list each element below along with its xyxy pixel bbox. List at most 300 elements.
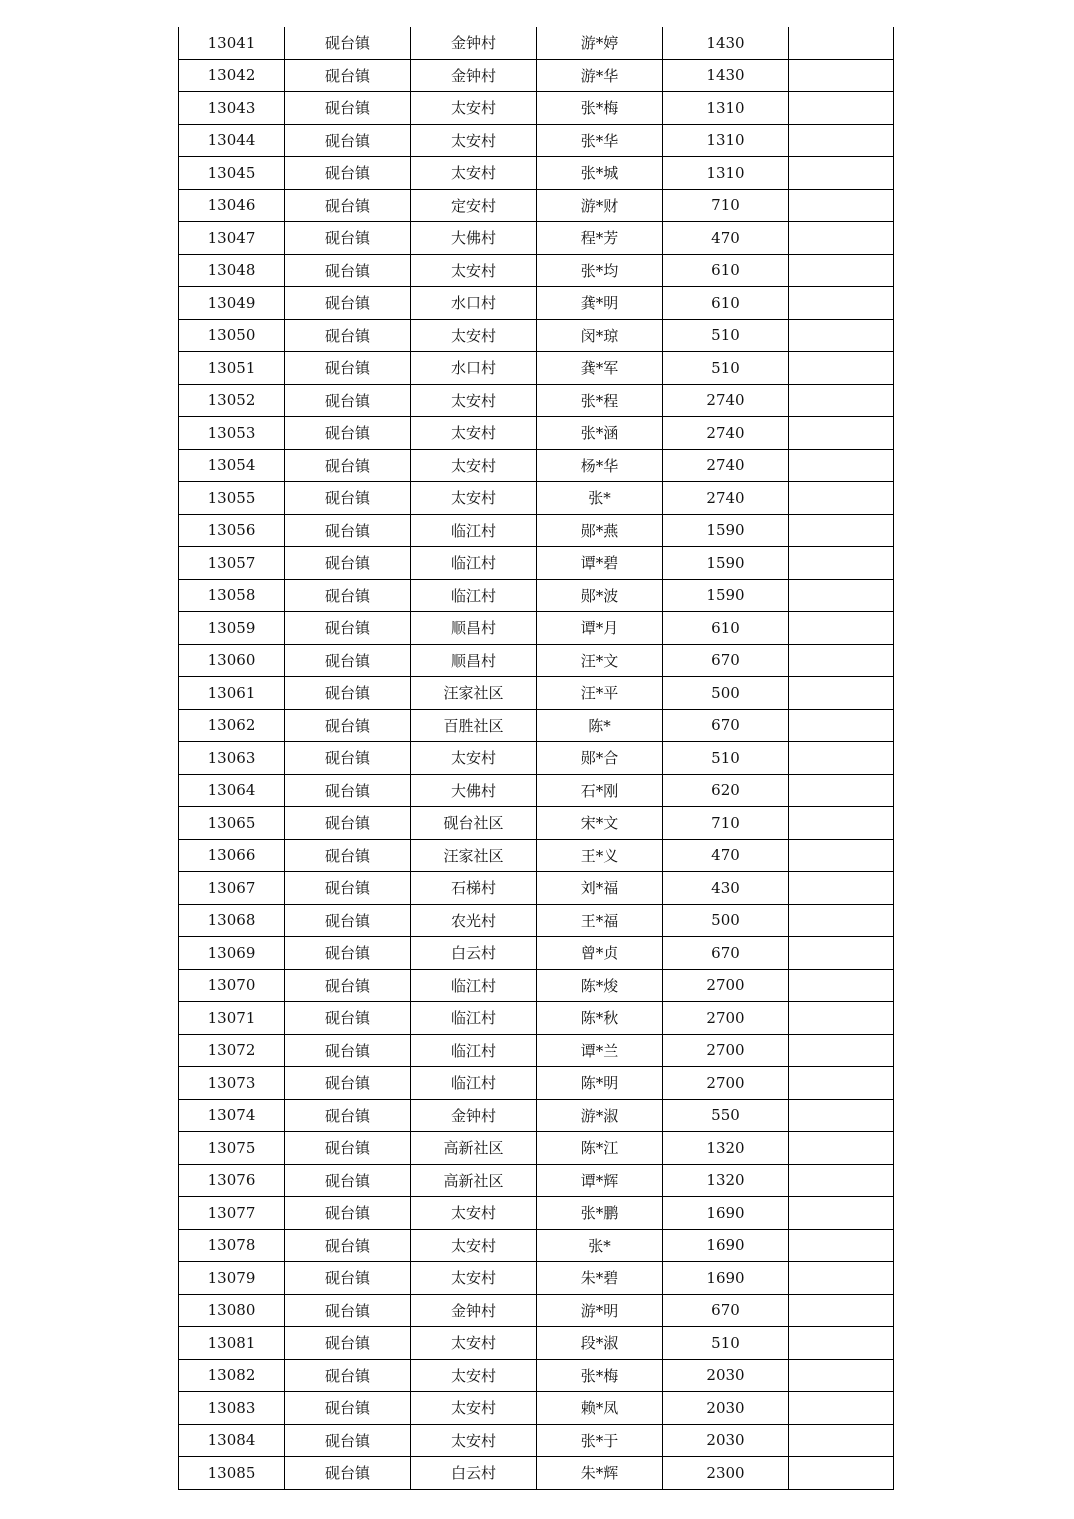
row-number-cell: 13046 bbox=[179, 189, 285, 222]
name-cell: 杨*华 bbox=[537, 449, 663, 482]
name-cell: 谭*辉 bbox=[537, 1164, 663, 1197]
town-cell: 砚台镇 bbox=[285, 1359, 411, 1392]
remark-cell bbox=[789, 1034, 894, 1067]
row-number-cell: 13047 bbox=[179, 222, 285, 255]
name-cell: 汪*平 bbox=[537, 677, 663, 710]
row-number-cell: 13085 bbox=[179, 1457, 285, 1490]
remark-cell bbox=[789, 644, 894, 677]
row-number-cell: 13068 bbox=[179, 904, 285, 937]
remark-cell bbox=[789, 92, 894, 125]
row-number-cell: 13077 bbox=[179, 1197, 285, 1230]
town-cell: 砚台镇 bbox=[285, 1392, 411, 1425]
town-cell: 砚台镇 bbox=[285, 417, 411, 450]
village-cell: 太安村 bbox=[411, 1197, 537, 1230]
village-cell: 临江村 bbox=[411, 1034, 537, 1067]
amount-cell: 1310 bbox=[663, 124, 789, 157]
town-cell: 砚台镇 bbox=[285, 1067, 411, 1100]
village-cell: 太安村 bbox=[411, 1392, 537, 1425]
remark-cell bbox=[789, 1164, 894, 1197]
name-cell: 闵*琼 bbox=[537, 319, 663, 352]
table-row bbox=[179, 59, 894, 92]
name-cell: 游*华 bbox=[537, 59, 663, 92]
table-row bbox=[179, 319, 894, 352]
village-cell: 砚台社区 bbox=[411, 807, 537, 840]
amount-cell: 2740 bbox=[663, 417, 789, 450]
village-cell: 农光村 bbox=[411, 904, 537, 937]
town-cell: 砚台镇 bbox=[285, 287, 411, 320]
name-cell: 游*明 bbox=[537, 1294, 663, 1327]
amount-cell: 510 bbox=[663, 352, 789, 385]
village-cell: 金钟村 bbox=[411, 59, 537, 92]
row-number-cell: 13070 bbox=[179, 969, 285, 1002]
table-row bbox=[179, 1327, 894, 1360]
village-cell: 高新社区 bbox=[411, 1164, 537, 1197]
name-cell: 陈*秋 bbox=[537, 1002, 663, 1035]
town-cell: 砚台镇 bbox=[285, 742, 411, 775]
town-cell: 砚台镇 bbox=[285, 514, 411, 547]
amount-cell: 610 bbox=[663, 612, 789, 645]
table-row bbox=[179, 222, 894, 255]
town-cell: 砚台镇 bbox=[285, 612, 411, 645]
remark-cell bbox=[789, 1392, 894, 1425]
name-cell: 张* bbox=[537, 482, 663, 515]
remark-cell bbox=[789, 254, 894, 287]
table-row bbox=[179, 969, 894, 1002]
table-row bbox=[179, 807, 894, 840]
remark-cell bbox=[789, 449, 894, 482]
remark-cell bbox=[789, 27, 894, 59]
amount-cell: 710 bbox=[663, 189, 789, 222]
village-cell: 汪家社区 bbox=[411, 677, 537, 710]
amount-cell: 470 bbox=[663, 222, 789, 255]
table-row bbox=[179, 417, 894, 450]
village-cell: 太安村 bbox=[411, 449, 537, 482]
remark-cell bbox=[789, 384, 894, 417]
remark-cell bbox=[789, 612, 894, 645]
village-cell: 太安村 bbox=[411, 1262, 537, 1295]
row-number-cell: 13049 bbox=[179, 287, 285, 320]
table-row bbox=[179, 189, 894, 222]
town-cell: 砚台镇 bbox=[285, 807, 411, 840]
row-number-cell: 13071 bbox=[179, 1002, 285, 1035]
table-row bbox=[179, 1229, 894, 1262]
town-cell: 砚台镇 bbox=[285, 189, 411, 222]
row-number-cell: 13075 bbox=[179, 1132, 285, 1165]
town-cell: 砚台镇 bbox=[285, 319, 411, 352]
remark-cell bbox=[789, 969, 894, 1002]
table-row bbox=[179, 1034, 894, 1067]
town-cell: 砚台镇 bbox=[285, 59, 411, 92]
remark-cell bbox=[789, 872, 894, 905]
village-cell: 太安村 bbox=[411, 1359, 537, 1392]
table-row bbox=[179, 774, 894, 807]
row-number-cell: 13060 bbox=[179, 644, 285, 677]
name-cell: 郧*波 bbox=[537, 579, 663, 612]
village-cell: 太安村 bbox=[411, 1424, 537, 1457]
name-cell: 张*均 bbox=[537, 254, 663, 287]
name-cell: 王*义 bbox=[537, 839, 663, 872]
remark-cell bbox=[789, 937, 894, 970]
village-cell: 太安村 bbox=[411, 92, 537, 125]
town-cell: 砚台镇 bbox=[285, 1099, 411, 1132]
name-cell: 张*鹏 bbox=[537, 1197, 663, 1230]
amount-cell: 2740 bbox=[663, 449, 789, 482]
row-number-cell: 13082 bbox=[179, 1359, 285, 1392]
town-cell: 砚台镇 bbox=[285, 1424, 411, 1457]
row-number-cell: 13084 bbox=[179, 1424, 285, 1457]
table-row bbox=[179, 514, 894, 547]
amount-cell: 430 bbox=[663, 872, 789, 905]
table-row bbox=[179, 742, 894, 775]
table-row bbox=[179, 124, 894, 157]
row-number-cell: 13063 bbox=[179, 742, 285, 775]
town-cell: 砚台镇 bbox=[285, 384, 411, 417]
amount-cell: 2030 bbox=[663, 1359, 789, 1392]
row-number-cell: 13058 bbox=[179, 579, 285, 612]
row-number-cell: 13066 bbox=[179, 839, 285, 872]
row-number-cell: 13081 bbox=[179, 1327, 285, 1360]
amount-cell: 670 bbox=[663, 1294, 789, 1327]
amount-cell: 1690 bbox=[663, 1229, 789, 1262]
town-cell: 砚台镇 bbox=[285, 937, 411, 970]
name-cell: 陈*焌 bbox=[537, 969, 663, 1002]
name-cell: 石*刚 bbox=[537, 774, 663, 807]
table-row bbox=[179, 1164, 894, 1197]
name-cell: 汪*文 bbox=[537, 644, 663, 677]
village-cell: 临江村 bbox=[411, 969, 537, 1002]
remark-cell bbox=[789, 222, 894, 255]
amount-cell: 1320 bbox=[663, 1164, 789, 1197]
name-cell: 张*于 bbox=[537, 1424, 663, 1457]
remark-cell bbox=[789, 352, 894, 385]
amount-cell: 2700 bbox=[663, 1034, 789, 1067]
row-number-cell: 13044 bbox=[179, 124, 285, 157]
name-cell: 曾*贞 bbox=[537, 937, 663, 970]
town-cell: 砚台镇 bbox=[285, 124, 411, 157]
name-cell: 刘*福 bbox=[537, 872, 663, 905]
town-cell: 砚台镇 bbox=[285, 1294, 411, 1327]
amount-cell: 500 bbox=[663, 904, 789, 937]
name-cell: 游*财 bbox=[537, 189, 663, 222]
amount-cell: 2030 bbox=[663, 1392, 789, 1425]
remark-cell bbox=[789, 1197, 894, 1230]
village-cell: 临江村 bbox=[411, 1067, 537, 1100]
row-number-cell: 13074 bbox=[179, 1099, 285, 1132]
table-row bbox=[179, 1002, 894, 1035]
village-cell: 百胜社区 bbox=[411, 709, 537, 742]
table-row bbox=[179, 1424, 894, 1457]
name-cell: 陈*江 bbox=[537, 1132, 663, 1165]
village-cell: 太安村 bbox=[411, 1327, 537, 1360]
remark-cell bbox=[789, 774, 894, 807]
town-cell: 砚台镇 bbox=[285, 254, 411, 287]
table-body bbox=[179, 27, 894, 1489]
village-cell: 白云村 bbox=[411, 937, 537, 970]
name-cell: 赖*凤 bbox=[537, 1392, 663, 1425]
remark-cell bbox=[789, 742, 894, 775]
village-cell: 太安村 bbox=[411, 124, 537, 157]
village-cell: 石梯村 bbox=[411, 872, 537, 905]
row-number-cell: 13079 bbox=[179, 1262, 285, 1295]
amount-cell: 510 bbox=[663, 742, 789, 775]
name-cell: 谭*碧 bbox=[537, 547, 663, 580]
table-row bbox=[179, 677, 894, 710]
row-number-cell: 13048 bbox=[179, 254, 285, 287]
table-row bbox=[179, 157, 894, 190]
name-cell: 程*芳 bbox=[537, 222, 663, 255]
table-row bbox=[179, 1132, 894, 1165]
table-row bbox=[179, 1099, 894, 1132]
village-cell: 临江村 bbox=[411, 514, 537, 547]
row-number-cell: 13078 bbox=[179, 1229, 285, 1262]
village-cell: 白云村 bbox=[411, 1457, 537, 1490]
remark-cell bbox=[789, 547, 894, 580]
amount-cell: 1320 bbox=[663, 1132, 789, 1165]
amount-cell: 2740 bbox=[663, 384, 789, 417]
row-number-cell: 13041 bbox=[179, 27, 285, 59]
village-cell: 太安村 bbox=[411, 1229, 537, 1262]
town-cell: 砚台镇 bbox=[285, 1164, 411, 1197]
row-number-cell: 13069 bbox=[179, 937, 285, 970]
amount-cell: 670 bbox=[663, 644, 789, 677]
row-number-cell: 13054 bbox=[179, 449, 285, 482]
amount-cell: 1690 bbox=[663, 1262, 789, 1295]
row-number-cell: 13055 bbox=[179, 482, 285, 515]
town-cell: 砚台镇 bbox=[285, 1262, 411, 1295]
town-cell: 砚台镇 bbox=[285, 1002, 411, 1035]
table-row bbox=[179, 352, 894, 385]
village-cell: 水口村 bbox=[411, 352, 537, 385]
town-cell: 砚台镇 bbox=[285, 1197, 411, 1230]
table-row bbox=[179, 384, 894, 417]
village-cell: 太安村 bbox=[411, 384, 537, 417]
table-row bbox=[179, 937, 894, 970]
town-cell: 砚台镇 bbox=[285, 1034, 411, 1067]
name-cell: 宋*文 bbox=[537, 807, 663, 840]
remark-cell bbox=[789, 1262, 894, 1295]
table-row bbox=[179, 27, 894, 59]
table-row bbox=[179, 92, 894, 125]
village-cell: 大佛村 bbox=[411, 774, 537, 807]
village-cell: 大佛村 bbox=[411, 222, 537, 255]
name-cell: 谭*月 bbox=[537, 612, 663, 645]
row-number-cell: 13072 bbox=[179, 1034, 285, 1067]
table-row bbox=[179, 644, 894, 677]
amount-cell: 670 bbox=[663, 937, 789, 970]
row-number-cell: 13042 bbox=[179, 59, 285, 92]
amount-cell: 1310 bbox=[663, 92, 789, 125]
name-cell: 段*淑 bbox=[537, 1327, 663, 1360]
village-cell: 汪家社区 bbox=[411, 839, 537, 872]
row-number-cell: 13050 bbox=[179, 319, 285, 352]
amount-cell: 610 bbox=[663, 254, 789, 287]
remark-cell bbox=[789, 1067, 894, 1100]
town-cell: 砚台镇 bbox=[285, 677, 411, 710]
table-row bbox=[179, 579, 894, 612]
name-cell: 郧*合 bbox=[537, 742, 663, 775]
amount-cell: 610 bbox=[663, 287, 789, 320]
name-cell: 谭*兰 bbox=[537, 1034, 663, 1067]
row-number-cell: 13083 bbox=[179, 1392, 285, 1425]
village-cell: 金钟村 bbox=[411, 1294, 537, 1327]
table-row bbox=[179, 254, 894, 287]
amount-cell: 2700 bbox=[663, 1002, 789, 1035]
remark-cell bbox=[789, 1099, 894, 1132]
row-number-cell: 13051 bbox=[179, 352, 285, 385]
name-cell: 游*淑 bbox=[537, 1099, 663, 1132]
name-cell: 张*城 bbox=[537, 157, 663, 190]
table-row bbox=[179, 904, 894, 937]
remark-cell bbox=[789, 124, 894, 157]
town-cell: 砚台镇 bbox=[285, 222, 411, 255]
remark-cell bbox=[789, 1294, 894, 1327]
name-cell: 陈*明 bbox=[537, 1067, 663, 1100]
name-cell: 陈* bbox=[537, 709, 663, 742]
data-table bbox=[178, 27, 894, 1490]
amount-cell: 2700 bbox=[663, 969, 789, 1002]
table-row bbox=[179, 612, 894, 645]
village-cell: 太安村 bbox=[411, 742, 537, 775]
village-cell: 定安村 bbox=[411, 189, 537, 222]
remark-cell bbox=[789, 904, 894, 937]
remark-cell bbox=[789, 319, 894, 352]
table-row bbox=[179, 872, 894, 905]
remark-cell bbox=[789, 1002, 894, 1035]
town-cell: 砚台镇 bbox=[285, 92, 411, 125]
table-row bbox=[179, 1262, 894, 1295]
amount-cell: 510 bbox=[663, 319, 789, 352]
table-row bbox=[179, 1392, 894, 1425]
name-cell: 郧*燕 bbox=[537, 514, 663, 547]
amount-cell: 470 bbox=[663, 839, 789, 872]
remark-cell bbox=[789, 482, 894, 515]
amount-cell: 1590 bbox=[663, 579, 789, 612]
town-cell: 砚台镇 bbox=[285, 449, 411, 482]
town-cell: 砚台镇 bbox=[285, 352, 411, 385]
village-cell: 太安村 bbox=[411, 482, 537, 515]
remark-cell bbox=[789, 514, 894, 547]
village-cell: 临江村 bbox=[411, 547, 537, 580]
table-row bbox=[179, 709, 894, 742]
village-cell: 顺昌村 bbox=[411, 612, 537, 645]
village-cell: 高新社区 bbox=[411, 1132, 537, 1165]
name-cell: 张*梅 bbox=[537, 1359, 663, 1392]
village-cell: 太安村 bbox=[411, 417, 537, 450]
name-cell: 龚*军 bbox=[537, 352, 663, 385]
amount-cell: 1430 bbox=[663, 27, 789, 59]
remark-cell bbox=[789, 189, 894, 222]
town-cell: 砚台镇 bbox=[285, 547, 411, 580]
town-cell: 砚台镇 bbox=[285, 969, 411, 1002]
amount-cell: 550 bbox=[663, 1099, 789, 1132]
village-cell: 顺昌村 bbox=[411, 644, 537, 677]
town-cell: 砚台镇 bbox=[285, 1132, 411, 1165]
row-number-cell: 13076 bbox=[179, 1164, 285, 1197]
village-cell: 金钟村 bbox=[411, 27, 537, 59]
remark-cell bbox=[789, 1132, 894, 1165]
remark-cell bbox=[789, 287, 894, 320]
table-row bbox=[179, 1359, 894, 1392]
remark-cell bbox=[789, 839, 894, 872]
amount-cell: 2300 bbox=[663, 1457, 789, 1490]
town-cell: 砚台镇 bbox=[285, 872, 411, 905]
table-row bbox=[179, 1067, 894, 1100]
amount-cell: 2700 bbox=[663, 1067, 789, 1100]
remark-cell bbox=[789, 807, 894, 840]
remark-cell bbox=[789, 59, 894, 92]
table-row bbox=[179, 1294, 894, 1327]
row-number-cell: 13043 bbox=[179, 92, 285, 125]
town-cell: 砚台镇 bbox=[285, 579, 411, 612]
village-cell: 太安村 bbox=[411, 157, 537, 190]
town-cell: 砚台镇 bbox=[285, 157, 411, 190]
name-cell: 朱*碧 bbox=[537, 1262, 663, 1295]
town-cell: 砚台镇 bbox=[285, 644, 411, 677]
name-cell: 张*涵 bbox=[537, 417, 663, 450]
town-cell: 砚台镇 bbox=[285, 774, 411, 807]
row-number-cell: 13080 bbox=[179, 1294, 285, 1327]
amount-cell: 500 bbox=[663, 677, 789, 710]
table-row bbox=[179, 1197, 894, 1230]
row-number-cell: 13061 bbox=[179, 677, 285, 710]
row-number-cell: 13062 bbox=[179, 709, 285, 742]
town-cell: 砚台镇 bbox=[285, 839, 411, 872]
table-row bbox=[179, 287, 894, 320]
town-cell: 砚台镇 bbox=[285, 482, 411, 515]
name-cell: 游*婷 bbox=[537, 27, 663, 59]
village-cell: 临江村 bbox=[411, 579, 537, 612]
row-number-cell: 13065 bbox=[179, 807, 285, 840]
row-number-cell: 13052 bbox=[179, 384, 285, 417]
row-number-cell: 13067 bbox=[179, 872, 285, 905]
village-cell: 水口村 bbox=[411, 287, 537, 320]
name-cell: 张*梅 bbox=[537, 92, 663, 125]
name-cell: 张*华 bbox=[537, 124, 663, 157]
remark-cell bbox=[789, 1359, 894, 1392]
row-number-cell: 13064 bbox=[179, 774, 285, 807]
table-row bbox=[179, 839, 894, 872]
row-number-cell: 13059 bbox=[179, 612, 285, 645]
amount-cell: 1590 bbox=[663, 514, 789, 547]
remark-cell bbox=[789, 1457, 894, 1490]
row-number-cell: 13056 bbox=[179, 514, 285, 547]
name-cell: 龚*明 bbox=[537, 287, 663, 320]
row-number-cell: 13057 bbox=[179, 547, 285, 580]
amount-cell: 510 bbox=[663, 1327, 789, 1360]
table-row bbox=[179, 482, 894, 515]
remark-cell bbox=[789, 709, 894, 742]
town-cell: 砚台镇 bbox=[285, 1229, 411, 1262]
amount-cell: 1310 bbox=[663, 157, 789, 190]
village-cell: 金钟村 bbox=[411, 1099, 537, 1132]
table-row bbox=[179, 1457, 894, 1490]
amount-cell: 2740 bbox=[663, 482, 789, 515]
amount-cell: 1430 bbox=[663, 59, 789, 92]
remark-cell bbox=[789, 1424, 894, 1457]
remark-cell bbox=[789, 677, 894, 710]
town-cell: 砚台镇 bbox=[285, 27, 411, 59]
remark-cell bbox=[789, 157, 894, 190]
town-cell: 砚台镇 bbox=[285, 1327, 411, 1360]
remark-cell bbox=[789, 579, 894, 612]
name-cell: 王*福 bbox=[537, 904, 663, 937]
row-number-cell: 13053 bbox=[179, 417, 285, 450]
village-cell: 临江村 bbox=[411, 1002, 537, 1035]
remark-cell bbox=[789, 1327, 894, 1360]
amount-cell: 620 bbox=[663, 774, 789, 807]
town-cell: 砚台镇 bbox=[285, 1457, 411, 1490]
village-cell: 太安村 bbox=[411, 254, 537, 287]
